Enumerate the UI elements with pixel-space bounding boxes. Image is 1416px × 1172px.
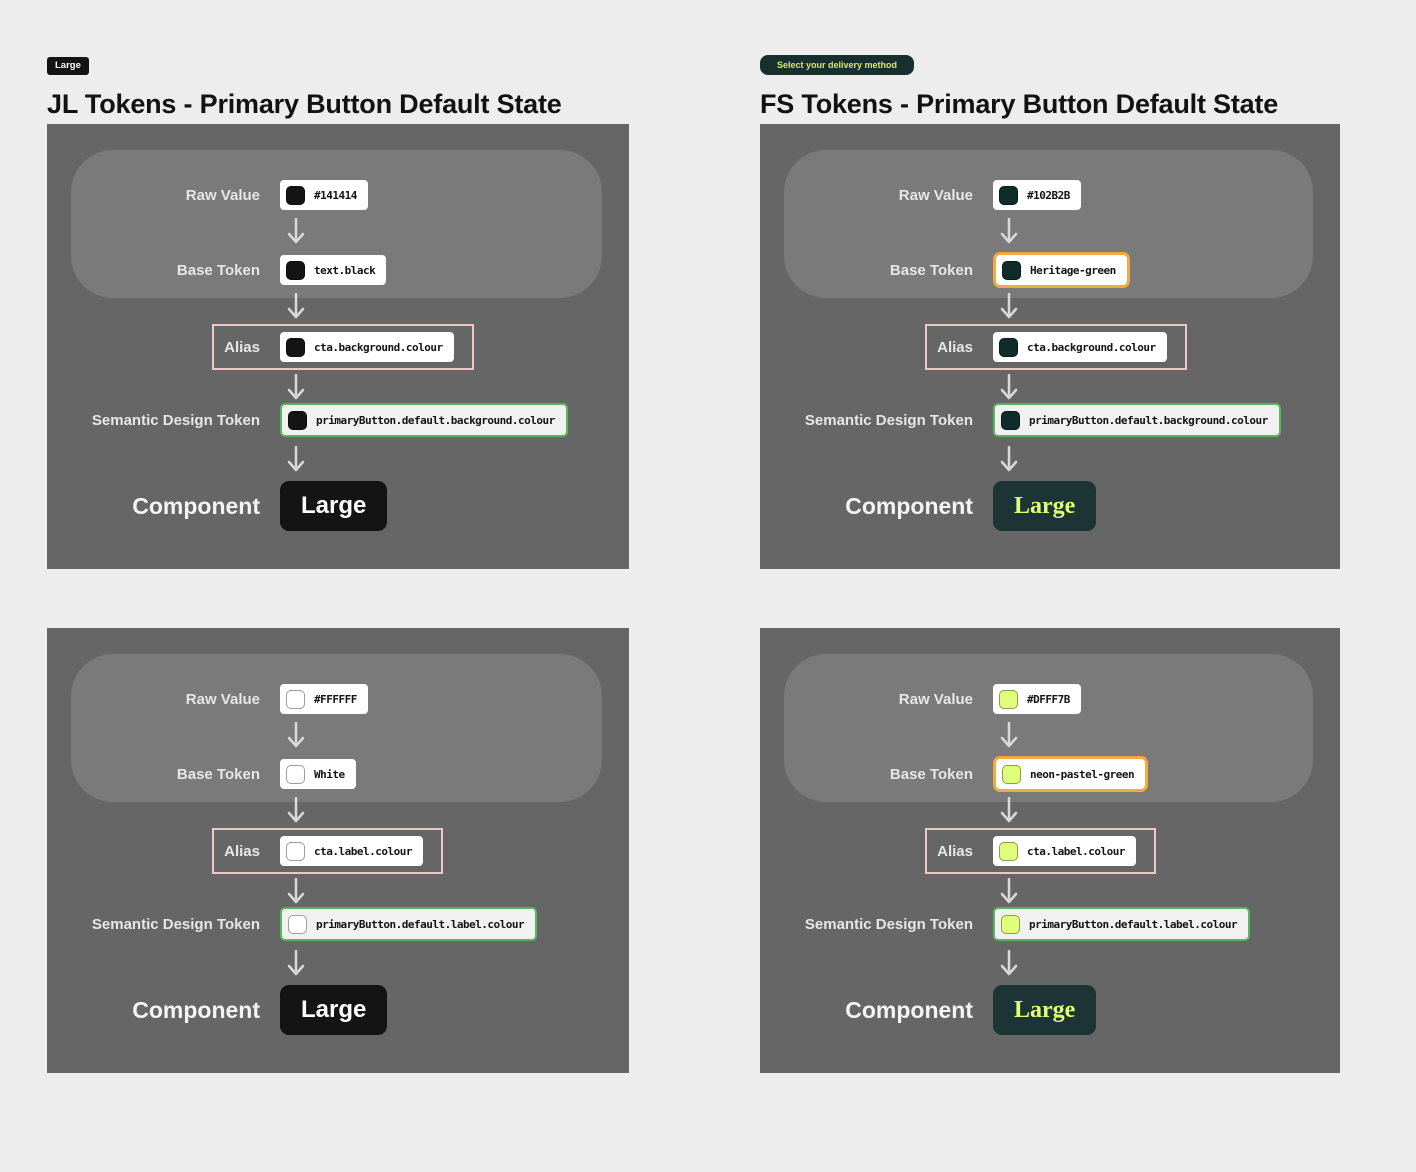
down-arrow-icon xyxy=(998,446,1020,472)
flow-arrow xyxy=(760,792,1340,828)
alias-row xyxy=(760,324,1340,370)
color-swatch xyxy=(286,690,305,709)
down-arrow-icon xyxy=(998,878,1020,904)
base-token-text: Heritage-green xyxy=(1030,263,1116,277)
component-label: Component xyxy=(132,492,260,519)
raw-value-label: Raw Value xyxy=(185,690,260,708)
color-swatch xyxy=(1002,261,1021,280)
jl-label-colour-panel xyxy=(47,628,629,1073)
base-token-row xyxy=(760,756,1340,792)
semantic-token-row xyxy=(760,403,1340,437)
fs-label-colour-panel xyxy=(760,628,1340,1073)
flow-arrow xyxy=(760,288,1340,324)
color-swatch xyxy=(288,915,307,934)
base-token-row xyxy=(760,252,1340,288)
color-swatch xyxy=(286,842,305,861)
base-token-chip xyxy=(280,759,356,789)
down-arrow-icon xyxy=(998,950,1020,976)
raw-value-text: #102B2B xyxy=(1027,188,1070,202)
flow-arrow xyxy=(47,874,629,907)
color-swatch xyxy=(999,186,1018,205)
component-row xyxy=(47,985,629,1035)
color-swatch xyxy=(288,411,307,430)
base-token-text: text.black xyxy=(314,263,376,277)
raw-value-text: #141414 xyxy=(314,188,357,202)
raw-value-label: Raw Value xyxy=(898,690,973,708)
semantic-token-chip xyxy=(280,907,537,941)
fs-delivery-badge[interactable]: Select your delivery method xyxy=(760,55,914,75)
semantic-token-label: Semantic Design Token xyxy=(804,411,973,429)
raw-value-chip xyxy=(280,684,368,714)
jl-column xyxy=(47,55,629,1073)
alias-group xyxy=(925,828,1156,874)
color-swatch xyxy=(999,842,1018,861)
base-token-text: neon-pastel-green xyxy=(1030,767,1135,781)
down-arrow-icon xyxy=(998,797,1020,823)
alias-chip xyxy=(993,332,1167,362)
base-token-text: White xyxy=(314,767,345,781)
down-arrow-icon xyxy=(998,374,1020,400)
base-token-label: Base Token xyxy=(889,765,973,783)
semantic-token-text: primaryButton.default.label.colour xyxy=(1029,917,1238,931)
color-swatch xyxy=(999,690,1018,709)
base-token-row xyxy=(47,756,629,792)
base-token-chip-highlighted xyxy=(993,756,1148,792)
alias-row xyxy=(47,324,629,370)
down-arrow-icon xyxy=(285,374,307,400)
jl-size-badge[interactable]: Large xyxy=(47,57,89,75)
down-arrow-icon xyxy=(285,218,307,244)
component-label: Component xyxy=(845,996,973,1023)
semantic-token-chip xyxy=(993,907,1250,941)
semantic-token-row xyxy=(760,907,1340,941)
down-arrow-icon xyxy=(998,293,1020,319)
fs-background-colour-panel xyxy=(760,124,1340,569)
raw-value-chip xyxy=(993,180,1081,210)
component-row xyxy=(760,985,1340,1035)
raw-value-row xyxy=(47,180,629,210)
alias-group xyxy=(925,324,1187,370)
raw-value-row xyxy=(760,180,1340,210)
component-row xyxy=(47,481,629,531)
semantic-token-chip xyxy=(280,403,568,437)
primary-button-large[interactable]: Large xyxy=(993,481,1096,531)
down-arrow-icon xyxy=(285,878,307,904)
down-arrow-icon xyxy=(285,797,307,823)
alias-text: cta.background.colour xyxy=(314,340,443,354)
down-arrow-icon xyxy=(998,218,1020,244)
color-swatch xyxy=(286,186,305,205)
primary-button-large[interactable]: Large xyxy=(993,985,1096,1035)
semantic-token-row xyxy=(47,907,629,941)
raw-value-text: #FFFFFF xyxy=(314,692,357,706)
jl-background-colour-panel xyxy=(47,124,629,569)
alias-label: Alias xyxy=(224,842,260,860)
raw-value-row xyxy=(47,684,629,714)
flow-arrow xyxy=(47,714,629,756)
alias-group xyxy=(212,828,443,874)
flow-arrow xyxy=(760,874,1340,907)
semantic-token-label: Semantic Design Token xyxy=(91,915,260,933)
base-token-chip xyxy=(280,255,386,285)
color-swatch xyxy=(999,338,1018,357)
alias-text: cta.label.colour xyxy=(1027,844,1125,858)
semantic-token-text: primaryButton.default.label.colour xyxy=(316,917,525,931)
flow-arrow xyxy=(760,941,1340,985)
alias-group xyxy=(212,324,474,370)
down-arrow-icon xyxy=(285,446,307,472)
alias-label: Alias xyxy=(224,338,260,356)
base-token-label: Base Token xyxy=(889,261,973,279)
raw-value-text: #DFFF7B xyxy=(1027,692,1070,706)
flow-arrow xyxy=(47,370,629,403)
flow-arrow xyxy=(760,210,1340,252)
base-token-label: Base Token xyxy=(176,261,260,279)
raw-value-chip xyxy=(280,180,368,210)
base-token-label: Base Token xyxy=(176,765,260,783)
component-row xyxy=(760,481,1340,531)
fs-column xyxy=(760,55,1340,1073)
alias-label: Alias xyxy=(937,842,973,860)
color-swatch xyxy=(1002,765,1021,784)
color-swatch xyxy=(1001,915,1020,934)
semantic-token-text: primaryButton.default.background.colour xyxy=(316,413,555,427)
flow-arrow xyxy=(760,370,1340,403)
flow-arrow xyxy=(47,288,629,324)
down-arrow-icon xyxy=(285,293,307,319)
fs-header xyxy=(760,55,1340,124)
semantic-token-label: Semantic Design Token xyxy=(91,411,260,429)
semantic-token-row xyxy=(47,403,629,437)
base-token-row xyxy=(47,252,629,288)
raw-value-chip xyxy=(993,684,1081,714)
alias-chip xyxy=(280,836,423,866)
alias-row xyxy=(47,828,629,874)
flow-arrow xyxy=(760,714,1340,756)
flow-arrow xyxy=(760,437,1340,481)
semantic-token-label: Semantic Design Token xyxy=(804,915,973,933)
raw-value-label: Raw Value xyxy=(185,186,260,204)
down-arrow-icon xyxy=(998,722,1020,748)
component-label: Component xyxy=(132,996,260,1023)
down-arrow-icon xyxy=(285,950,307,976)
semantic-token-chip xyxy=(993,403,1281,437)
alias-chip xyxy=(993,836,1136,866)
alias-text: cta.background.colour xyxy=(1027,340,1156,354)
flow-arrow xyxy=(47,792,629,828)
color-swatch xyxy=(286,338,305,357)
fs-title: FS Tokens - Primary Button Default State xyxy=(760,89,1279,119)
jl-header xyxy=(47,55,629,124)
alias-label: Alias xyxy=(937,338,973,356)
color-swatch xyxy=(1001,411,1020,430)
color-swatch xyxy=(286,765,305,784)
jl-title: JL Tokens - Primary Button Default State xyxy=(47,89,562,119)
component-label: Component xyxy=(845,492,973,519)
alias-row xyxy=(760,828,1340,874)
alias-chip xyxy=(280,332,454,362)
down-arrow-icon xyxy=(285,722,307,748)
flow-arrow xyxy=(47,437,629,481)
primary-button-large[interactable]: Large xyxy=(280,481,387,531)
semantic-token-text: primaryButton.default.background.colour xyxy=(1029,413,1268,427)
alias-text: cta.label.colour xyxy=(314,844,412,858)
color-swatch xyxy=(286,261,305,280)
flow-arrow xyxy=(47,941,629,985)
primary-button-large[interactable]: Large xyxy=(280,985,387,1035)
flow-arrow xyxy=(47,210,629,252)
raw-value-row xyxy=(760,684,1340,714)
raw-value-label: Raw Value xyxy=(898,186,973,204)
base-token-chip-highlighted xyxy=(993,252,1130,288)
